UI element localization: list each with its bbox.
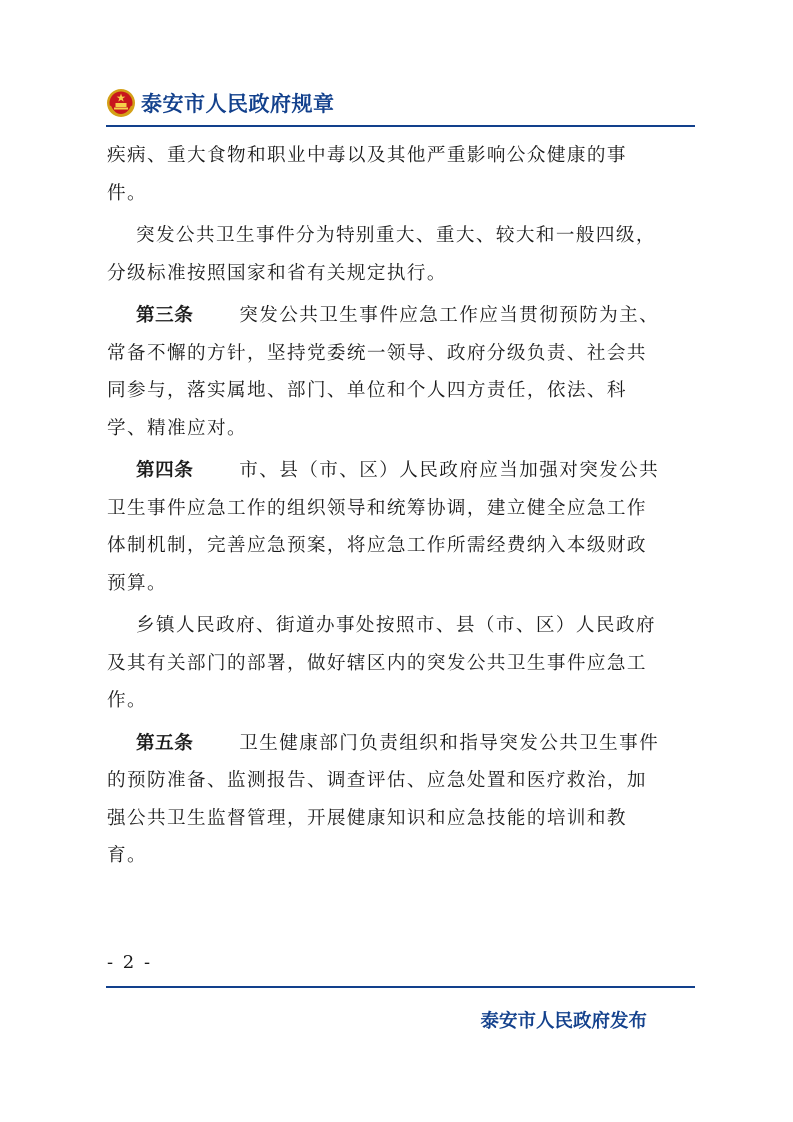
article-paragraph — [107, 297, 693, 447]
text-line — [107, 527, 693, 565]
article-paragraph — [107, 725, 693, 875]
text-line — [107, 217, 693, 255]
line-text: 分级标准按照国家和省有关规定执行。 — [107, 262, 447, 284]
line-text: 件。 — [107, 182, 147, 204]
text-line — [107, 607, 693, 645]
line-text: 预算。 — [107, 572, 167, 594]
article-label: 第三条 — [136, 305, 194, 326]
article-label: 第五条 — [136, 732, 194, 754]
line-text: 市、县（市、区）人民政府应当加强对突发公共 — [239, 460, 660, 481]
text-line — [107, 255, 693, 293]
header-divider — [106, 125, 695, 127]
line-text: 常备不懈的方针，坚持党委统一领导、政府分级负责、社会共 — [107, 342, 647, 364]
line-text: 及其有关部门的部署，做好辖区内的突发公共卫生事件应急工 — [107, 652, 647, 674]
national-emblem-icon — [106, 88, 136, 118]
page-number: - 2 - — [107, 952, 153, 973]
text-line — [107, 452, 693, 490]
text-line — [107, 762, 693, 800]
line-text: 作。 — [107, 690, 147, 711]
line-text: 突发公共卫生事件分为特别重大、重大、较大和一般四级， — [136, 225, 656, 246]
footer-divider — [106, 986, 695, 988]
text-line — [107, 490, 693, 528]
text-line — [107, 645, 693, 683]
line-text: 疾病、重大食物和职业中毒以及其他严重影响公众健康的事 — [107, 145, 627, 166]
text-line — [107, 682, 693, 720]
text-line — [107, 837, 693, 875]
line-text: 乡镇人民政府、街道办事处按照市、县（市、区）人民政府 — [136, 615, 656, 636]
line-text: 突发公共卫生事件应急工作应当贯彻预防为主、 — [239, 305, 660, 326]
footer-publisher: 泰安市人民政府发布 — [480, 1011, 647, 1032]
text-line — [107, 137, 693, 175]
article-paragraph — [107, 452, 693, 602]
document-body — [107, 137, 693, 880]
text-line — [107, 372, 693, 410]
text-line — [107, 410, 693, 448]
text-line — [107, 725, 693, 763]
text-line — [107, 800, 693, 838]
paragraph — [107, 217, 693, 292]
header-title: 泰安市人民政府规章 — [141, 92, 335, 116]
article-label: 第四条 — [136, 460, 194, 481]
line-text: 的预防准备、监测报告、调查评估、应急处置和医疗救治，加 — [107, 770, 647, 791]
line-text: 强公共卫生监督管理，开展健康知识和应急技能的培训和教 — [107, 807, 627, 829]
document-header — [106, 86, 335, 120]
line-text: 卫生事件应急工作的组织领导和统筹协调，建立健全应急工作 — [107, 497, 647, 519]
text-line — [107, 335, 693, 373]
line-text: 卫生健康部门负责组织和指导突发公共卫生事件 — [239, 732, 660, 754]
line-text: 学、精准应对。 — [107, 417, 247, 439]
paragraph — [107, 607, 693, 720]
line-text: 育。 — [107, 845, 147, 866]
paragraph — [107, 137, 693, 212]
line-text: 同参与，落实属地、部门、单位和个人四方责任，依法、科 — [107, 380, 627, 401]
text-line — [107, 565, 693, 603]
text-line — [107, 297, 693, 335]
text-line — [107, 175, 693, 213]
line-text: 体制机制，完善应急预案，将应急工作所需经费纳入本级财政 — [107, 535, 647, 556]
